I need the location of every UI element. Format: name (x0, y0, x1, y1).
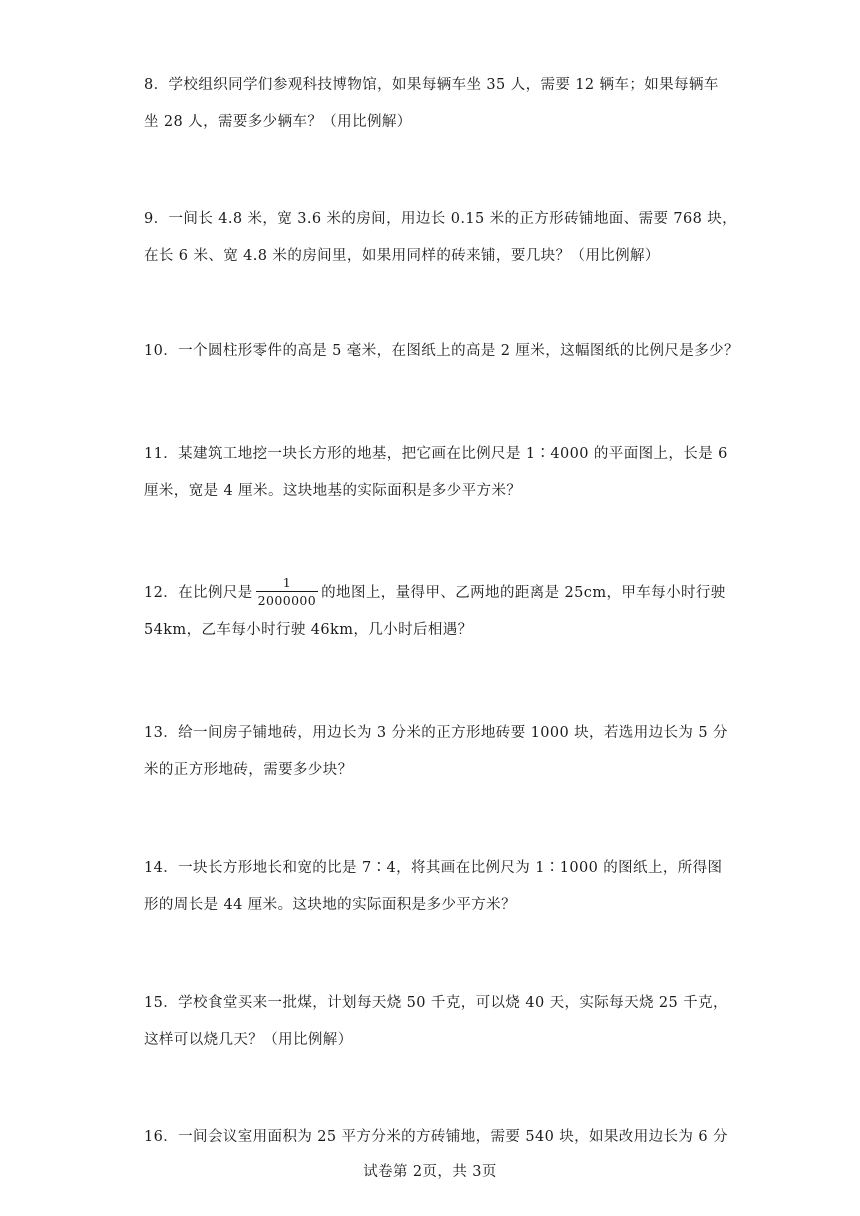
question-15-line-1: 15．学校食堂买来一批煤，计划每天烧 50 千克，可以烧 40 天，实际每天烧 25 千克， (144, 995, 728, 1011)
question-16 (144, 1119, 728, 1156)
page-footer: 试卷第 2页，共 3页 (363, 1164, 497, 1180)
question-11 (144, 436, 728, 510)
question-9-line-1: 9．一间长 4.8 米，宽 3.6 米的房间，用边长 0.15 米的正方形砖铺地面、需要 768 块， (144, 211, 738, 227)
question-11-line-1: 11．某建筑工地挖一块长方形的地基，把它画在比例尺是 1∶4000 的平面图上，长是 6 (144, 446, 728, 462)
fraction-numerator: 1 (256, 574, 318, 592)
question-8-line-1: 8．学校组织同学们参观科技博物馆，如果每辆车坐 35 人，需要 12 辆车；如果每辆车 (144, 77, 719, 93)
question-10-line-1: 10．一个圆柱形零件的高是 5 毫米，在图纸上的高是 2 厘米，这幅图纸的比例尺是多少？ (144, 343, 739, 359)
question-12-text-after: 的地图上，量得甲、乙两地的距离是 25cm，甲车每小时行驶 (321, 585, 726, 601)
question-14-line-1: 14．一块长方形地长和宽的比是 7∶4，将其画在比例尺为 1∶1000 的图纸上，所得图 (144, 860, 723, 876)
question-11-line-2: 厘米，宽是 4 厘米。这块地基的实际面积是多少平方米？ (144, 483, 522, 499)
question-13-line-1: 13．给一间房子铺地砖，用边长为 3 分米的正方形地砖要 1000 块，若选用边长为 5 分 (144, 725, 728, 741)
question-13-line-2: 米的正方形地砖，需要多少块？ (144, 762, 353, 778)
question-12 (144, 575, 724, 649)
scale-fraction (256, 574, 318, 609)
question-14 (144, 850, 724, 924)
question-8-line-2: 坐 28 人，需要多少辆车？（用比例解） (144, 114, 412, 130)
question-14-line-2: 形的周长是 44 厘米。这块地的实际面积是多少平方米？ (144, 897, 516, 913)
question-13 (144, 715, 728, 789)
question-12-text-before: 12．在比例尺是 (144, 585, 253, 601)
question-15 (144, 985, 728, 1059)
question-12-line-2: 54km，乙车每小时行驶 46km，几小时后相遇？ (144, 622, 473, 638)
question-10 (144, 333, 739, 370)
question-9 (144, 201, 738, 275)
question-8 (144, 67, 724, 141)
question-16-line-1: 16．一间会议室用面积为 25 平方分米的方砖铺地，需要 540 块，如果改用边长为 6 分 (144, 1129, 728, 1145)
fraction-denominator: 2000000 (257, 592, 317, 608)
question-9-line-2: 在长 6 米、宽 4.8 米的房间里，如果用同样的砖来铺，要几块？（用比例解） (144, 248, 660, 264)
question-12-line-1 (144, 575, 724, 612)
question-15-line-2: 这样可以烧几天？（用比例解） (144, 1032, 353, 1048)
